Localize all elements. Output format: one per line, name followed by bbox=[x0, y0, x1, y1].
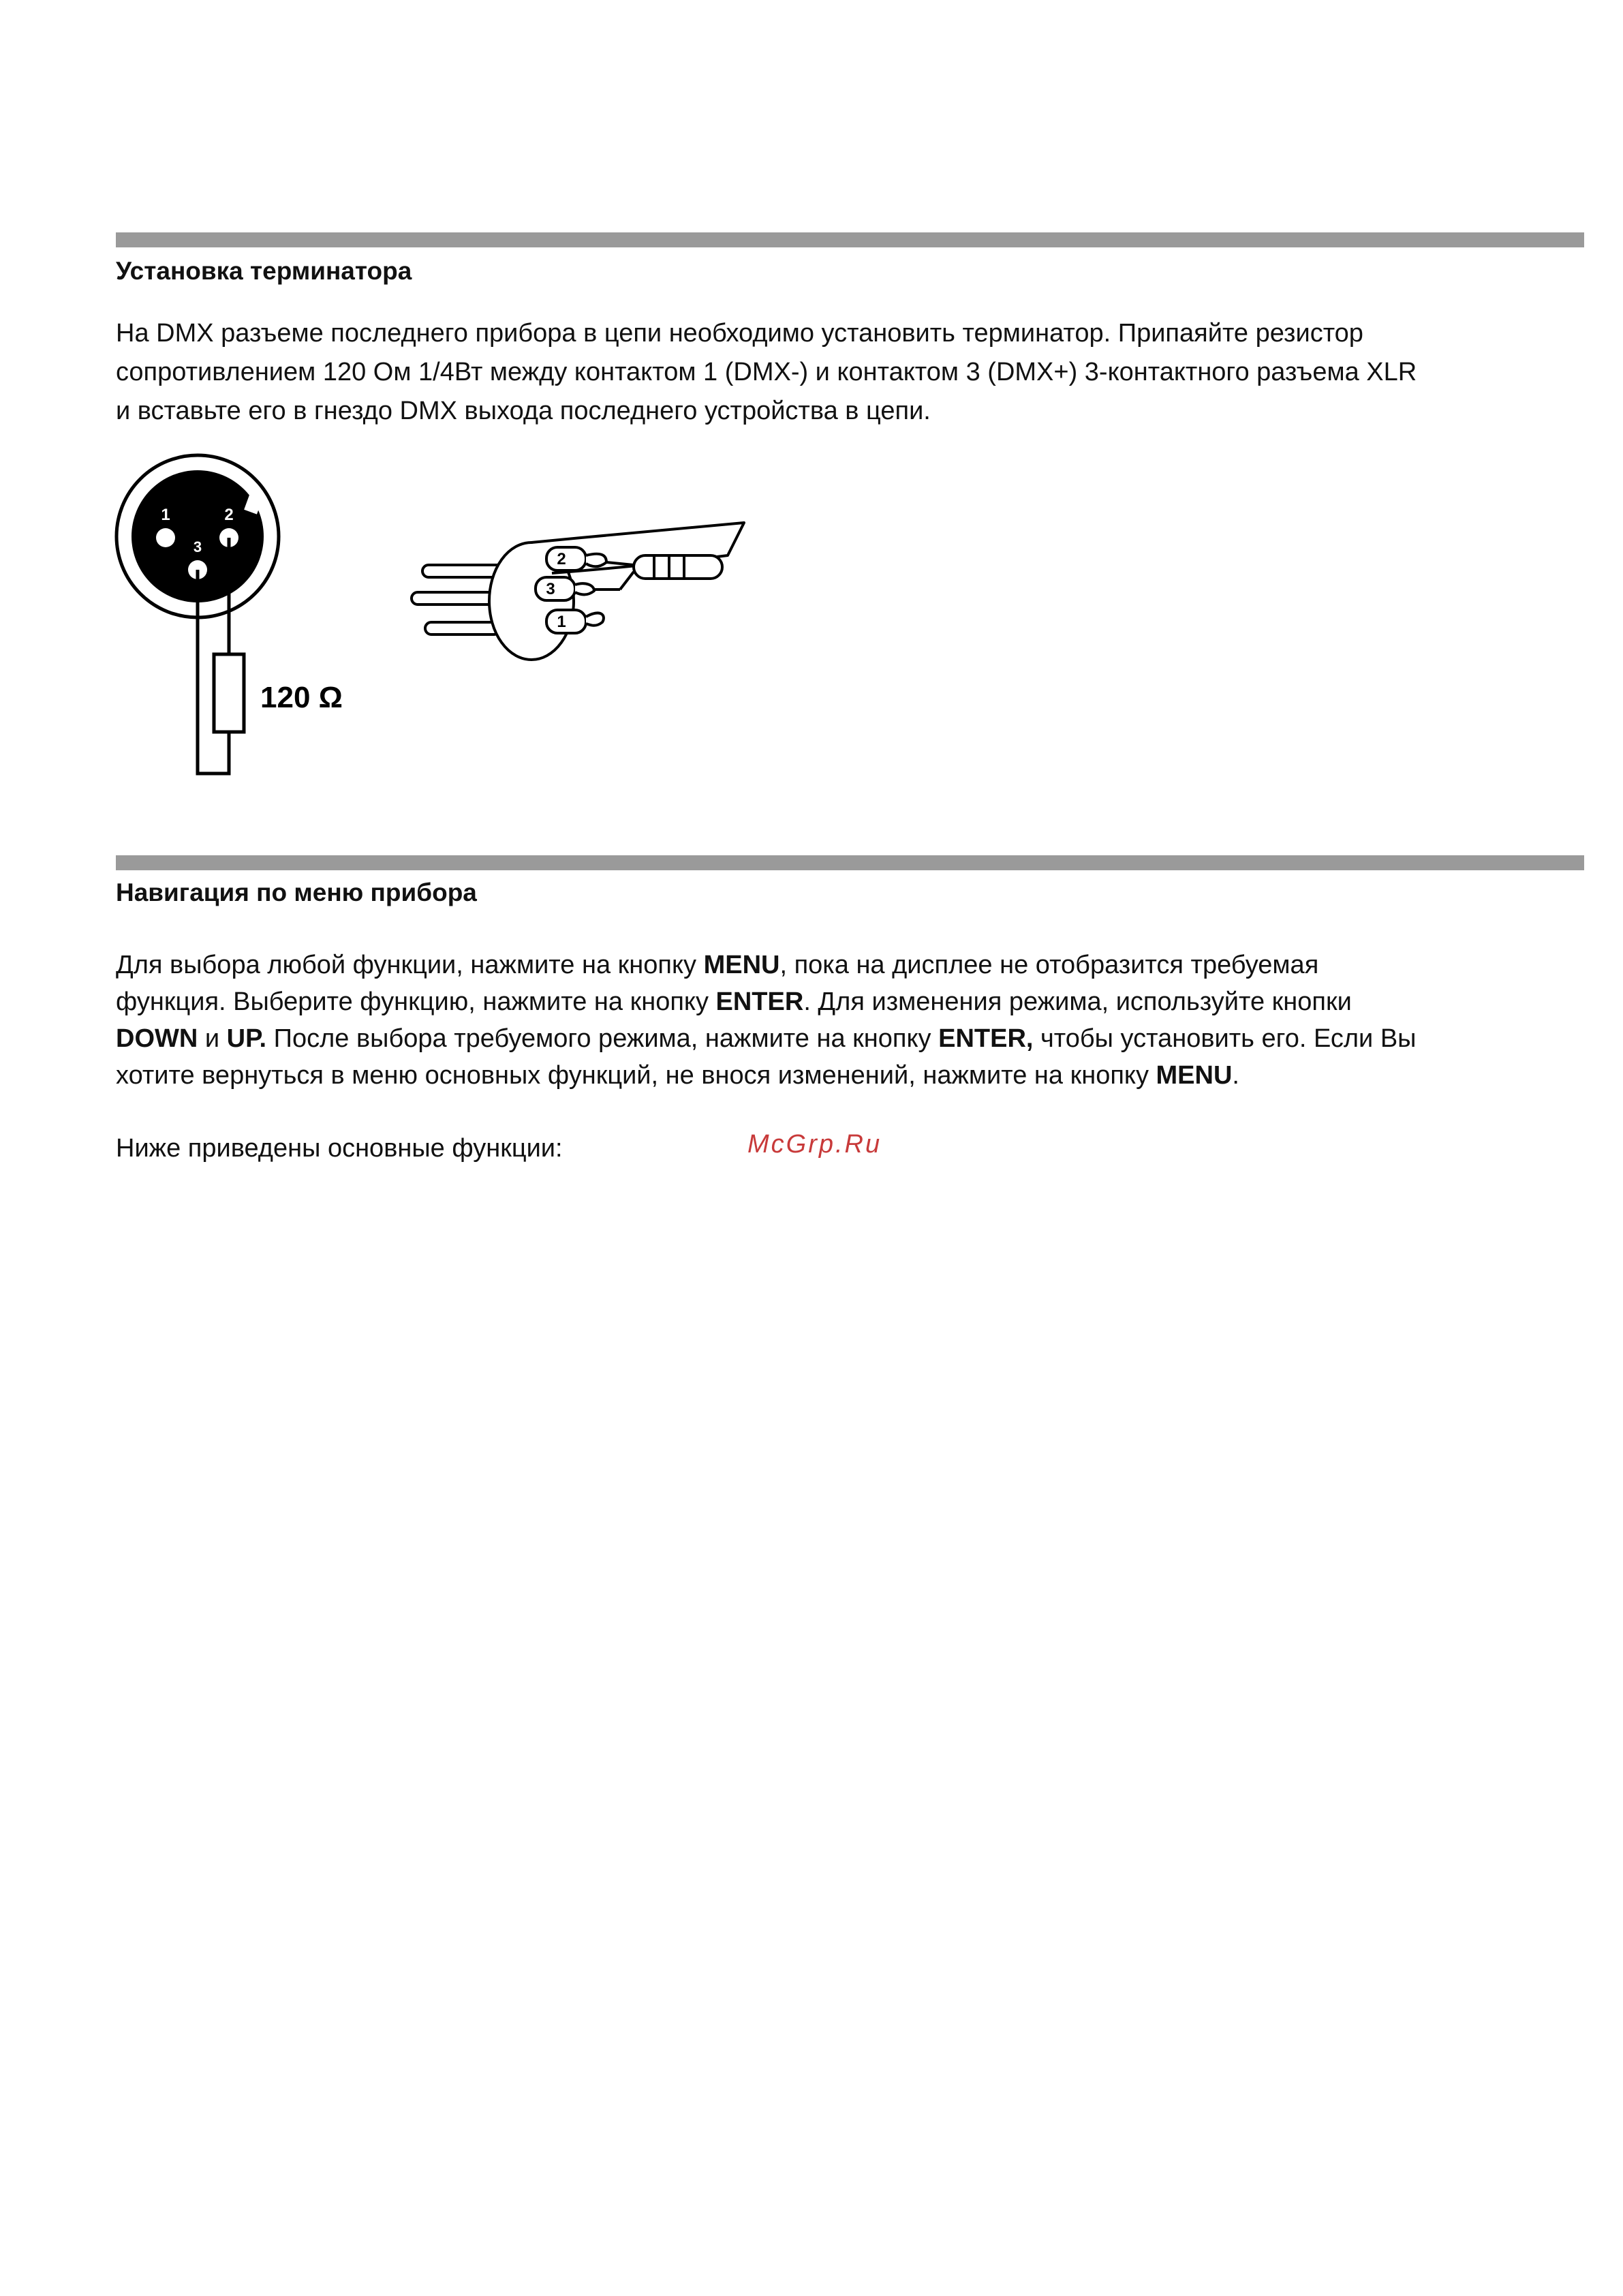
terminator-paragraph bbox=[116, 314, 1588, 431]
section-heading-menu-navigation: Навигация по меню прибора bbox=[116, 878, 477, 906]
up-keyword: UP. bbox=[226, 1024, 267, 1053]
xlr-pin-label: 1 bbox=[161, 506, 170, 524]
menu-keyword: MENU bbox=[1156, 1061, 1233, 1090]
paragraph-line: функция. Выберите функцию, нажмите на кнопку ENTER. Для изменения режима, используйте кнопки bbox=[116, 988, 1352, 1016]
paragraph-line: DOWN и UP. После выбора требуемого режима, нажмите на кнопку ENTER, чтобы установить его. Если Вы bbox=[116, 1024, 1417, 1053]
xlr-terminator-schematic bbox=[109, 450, 368, 784]
paragraph-line: хотите вернуться в меню основных функций, не внося изменений, нажмите на кнопку MENU. bbox=[116, 1061, 1239, 1090]
section-divider-menu bbox=[116, 855, 1584, 870]
functions-intro: Ниже приведены основные функции: bbox=[116, 1134, 563, 1163]
paragraph-line: и вставьте его в гнездо DMX выхода последнего устройства в цепи. bbox=[116, 397, 931, 425]
watermark: McGrp.Ru bbox=[747, 1130, 882, 1159]
enter-keyword: ENTER bbox=[715, 988, 804, 1016]
menu-navigation-paragraph bbox=[116, 947, 1588, 1094]
paragraph-line: На DMX разъеме последнего прибора в цепи необходимо установить терминатор. Припаяйте резистор bbox=[116, 319, 1363, 348]
xlr-pin-label: 3 bbox=[193, 538, 202, 555]
plug-pin-label: 2 bbox=[557, 550, 566, 568]
section-divider-top bbox=[116, 232, 1584, 247]
paragraph-line: Для выбора любой функции, нажмите на кнопку MENU, пока на дисплее не отобразится требуемая bbox=[116, 951, 1319, 979]
resistor-value-label: 120 Ω bbox=[260, 681, 343, 714]
xlr-plug-illustration bbox=[402, 515, 756, 664]
menu-keyword: MENU bbox=[703, 951, 780, 979]
resistor-symbol bbox=[214, 654, 244, 732]
down-keyword: DOWN bbox=[116, 1024, 198, 1053]
enter-keyword: ENTER, bbox=[938, 1024, 1034, 1053]
paragraph-line: сопротивлением 120 Ом 1/4Вт между контактом 1 (DMX-) и контактом 3 (DMX+) 3-контактного разъема XLR bbox=[116, 358, 1417, 386]
plug-pin-label: 3 bbox=[546, 580, 555, 598]
section-heading-terminator: Установка терминатора bbox=[116, 257, 412, 285]
plug-pin-label: 1 bbox=[557, 613, 566, 631]
xlr-pin-label: 2 bbox=[224, 506, 234, 524]
